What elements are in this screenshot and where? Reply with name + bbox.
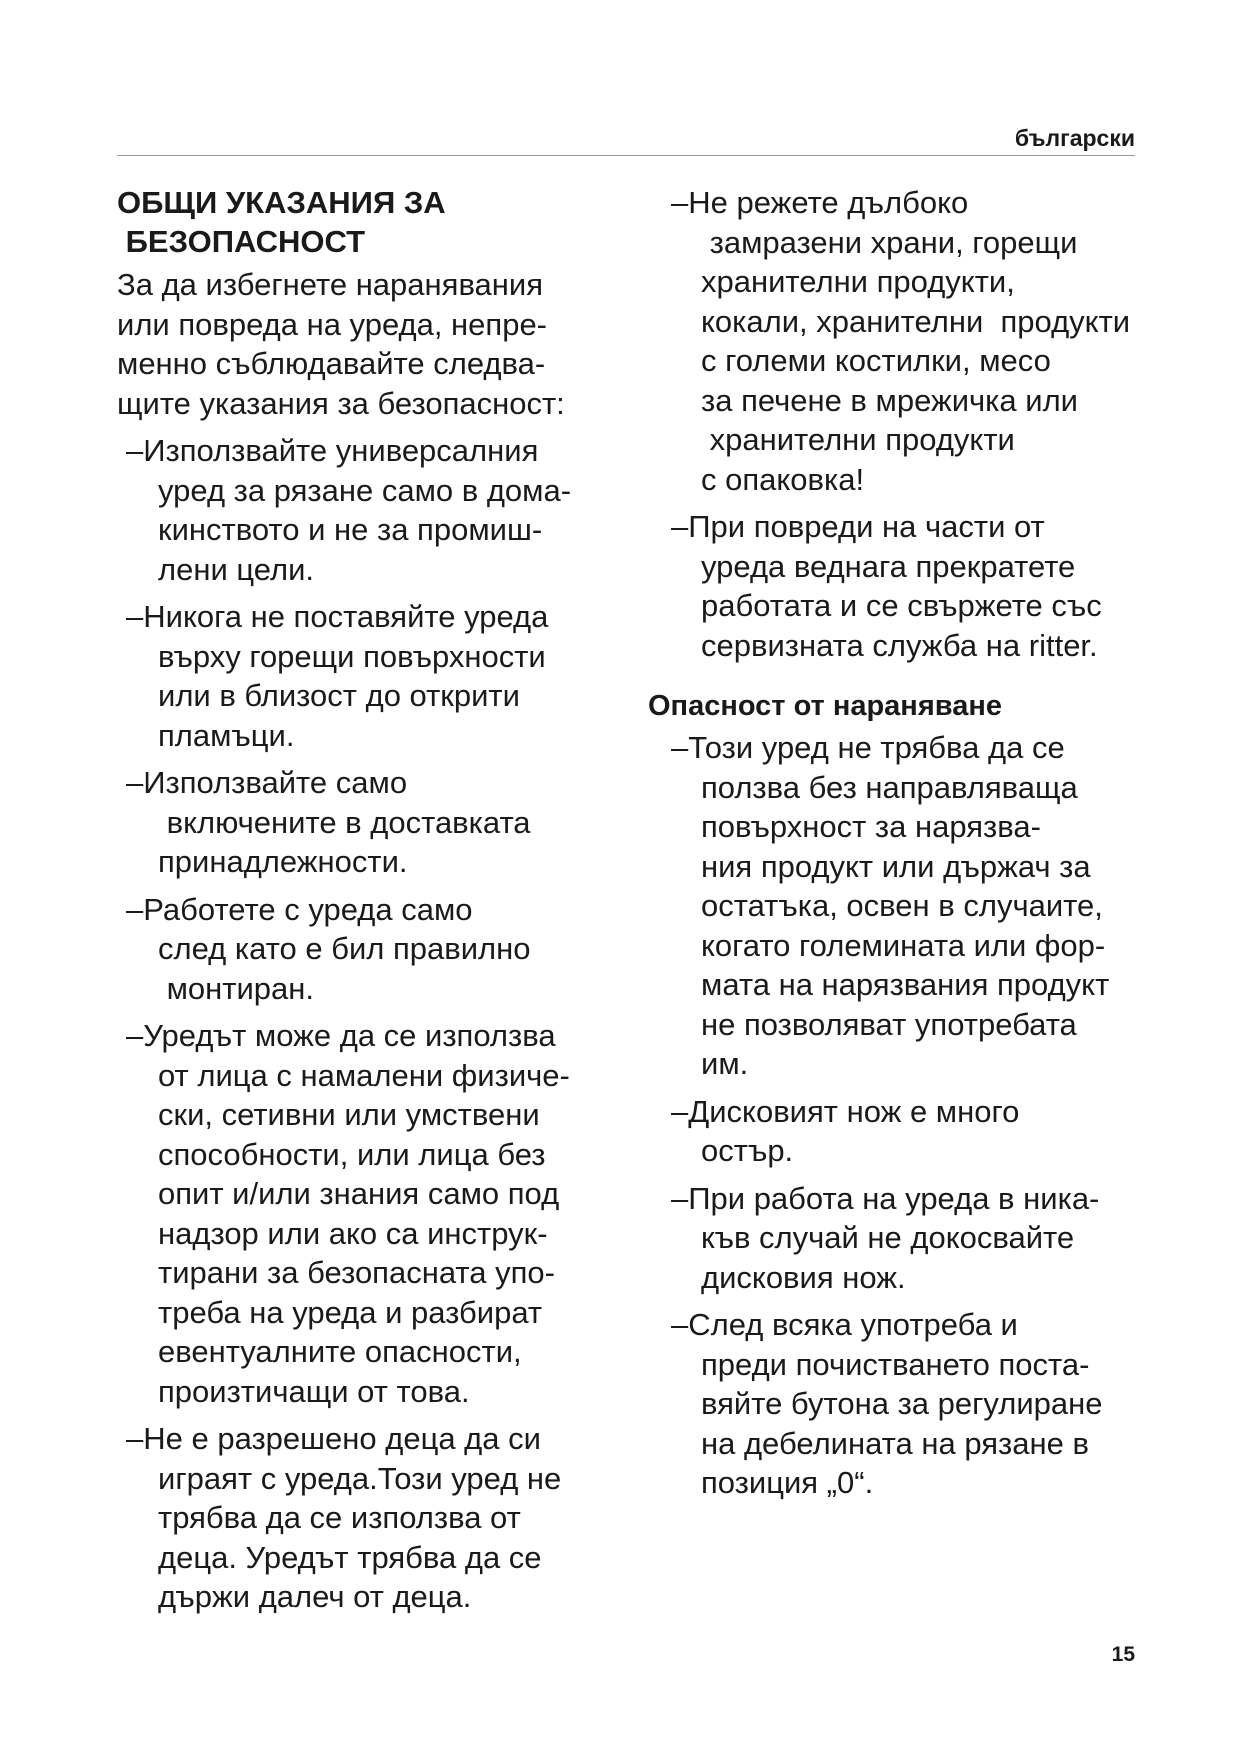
text-line: –При повреди на части от: [671, 509, 1045, 544]
left-column: [117, 183, 637, 1617]
text-line: ползва без направляваща: [701, 769, 1078, 805]
text-line: уреда веднага прекратете: [701, 548, 1076, 584]
text-line: преди почистването поста-: [701, 1346, 1090, 1382]
text-line: За да избегнете наранявания: [117, 267, 544, 302]
text-line: след като е бил правилно: [158, 931, 531, 966]
safety-list: [117, 431, 637, 1617]
text-line: сервизната служба на ritter.: [701, 627, 1098, 663]
text-line: надзор или ако са инструк-: [158, 1215, 548, 1251]
injury-list: [648, 728, 1158, 1503]
text-line: –Този уред не трябва да се: [671, 730, 1065, 765]
text-line: тирани за безопасната упо-: [158, 1255, 555, 1290]
text-line: или повреда на уреда, непре-: [117, 306, 548, 342]
text-line: с опаковка!: [701, 461, 865, 497]
text-line: за печене в мрежичка или: [701, 382, 1078, 418]
text-line: им.: [701, 1046, 749, 1081]
text-line: менно съблюдавайте следва-: [117, 346, 546, 381]
text-line: монтиран.: [158, 970, 315, 1006]
text-line: повърхност за нарязва-: [701, 809, 1041, 844]
text-line: деца. Уредът трябва да се: [158, 1539, 542, 1575]
list-item: [671, 183, 1158, 499]
text-line: щите указания за безопасност:: [117, 385, 565, 421]
text-line: не позволяват употребата: [701, 1006, 1077, 1042]
text-line: –Не режете дълбоко: [671, 185, 969, 220]
text-line: опит и/или знания само под: [158, 1176, 560, 1211]
text-line: къв случай не докосвайте: [701, 1220, 1075, 1255]
text-line: трябва да се използва от: [158, 1500, 521, 1535]
text-line: –Не е разрешено деца да си: [126, 1421, 541, 1456]
heading-line: БЕЗОПАСНОСТ: [117, 224, 366, 259]
section-heading: [117, 183, 637, 261]
text-line: хранителни продукти: [701, 422, 1015, 457]
text-line: играят с уреда.Този уред не: [158, 1460, 562, 1496]
safety-list: [648, 183, 1158, 665]
text-line: кокали, хранителни продукти: [701, 303, 1131, 339]
list-item: [126, 431, 637, 589]
text-line: –Работете с уреда само: [126, 891, 473, 927]
text-line: –Никога не поставяйте уреда: [126, 599, 549, 634]
text-line: треба на уреда и разбират: [158, 1294, 543, 1330]
list-item: [671, 728, 1158, 1084]
header-language: български: [1014, 125, 1135, 151]
list-item: [126, 890, 637, 1009]
page-number: 15: [1111, 1643, 1135, 1666]
text-line: принадлежности.: [158, 844, 408, 879]
list-item: [671, 1179, 1158, 1298]
heading-line: ОБЩИ УКАЗАНИЯ ЗА: [117, 185, 446, 220]
text-line: върху горещи повърхности: [158, 638, 546, 674]
text-line: уред за рязане само в дома-: [158, 472, 572, 508]
text-line: произтичащи от това.: [158, 1373, 470, 1409]
text-line: ния продукт или държач за: [701, 848, 1091, 884]
right-column: [648, 183, 1158, 1503]
text-line: пламъци.: [158, 717, 295, 753]
text-line: замразени храни, горещи: [701, 224, 1078, 260]
list-item: [671, 1092, 1158, 1171]
text-line: от лица с намалени физиче-: [158, 1057, 570, 1093]
text-line: –Дисковият нож е много: [671, 1093, 1020, 1129]
text-line: вяйте бутона за регулиране: [701, 1386, 1103, 1421]
text-line: или в близост до открити: [158, 678, 520, 713]
list-item: [126, 1016, 637, 1411]
text-line: на дебелината на рязане в: [701, 1425, 1089, 1461]
text-line: –Използвайте универсалния: [126, 433, 539, 468]
intro-paragraph: [117, 265, 637, 423]
text-line: държи далеч от деца.: [158, 1579, 472, 1614]
text-line: –Използвайте само: [126, 765, 408, 800]
text-line: с големи костилки, месо: [701, 343, 1051, 378]
text-line: лени цели.: [158, 551, 315, 587]
text-line: остър.: [701, 1133, 794, 1168]
list-item: [126, 763, 637, 882]
list-item: [126, 1419, 637, 1617]
text-line: включените в доставката: [158, 804, 531, 840]
subsection-heading: Опасност от нараняване: [648, 690, 1002, 722]
list-item: [671, 507, 1158, 665]
text-line: –При работа на уреда в ника-: [671, 1180, 1100, 1216]
text-line: мата на нарязвания продукт: [701, 967, 1110, 1002]
text-line: хранителни продукти,: [701, 264, 1015, 299]
text-line: кинството и не за промиш-: [158, 512, 543, 547]
text-line: ски, сетивни или умствени: [158, 1097, 540, 1132]
text-line: остатъка, освен в случаите,: [701, 888, 1103, 923]
text-line: –След всяка употреба и: [671, 1307, 1018, 1342]
text-line: –Уредът може да се използва: [126, 1018, 556, 1053]
list-item: [671, 1305, 1158, 1503]
text-line: позиция „0“.: [701, 1465, 874, 1500]
text-line: когато големината или фор-: [701, 927, 1106, 963]
text-line: евентуалните опасности,: [158, 1334, 522, 1369]
text-line: работата и се свържете със: [701, 588, 1102, 623]
text-line: дисковия нож.: [701, 1259, 906, 1295]
header-rule: [117, 155, 1135, 156]
text-line: способности, или лица без: [158, 1136, 546, 1172]
list-item: [126, 597, 637, 755]
